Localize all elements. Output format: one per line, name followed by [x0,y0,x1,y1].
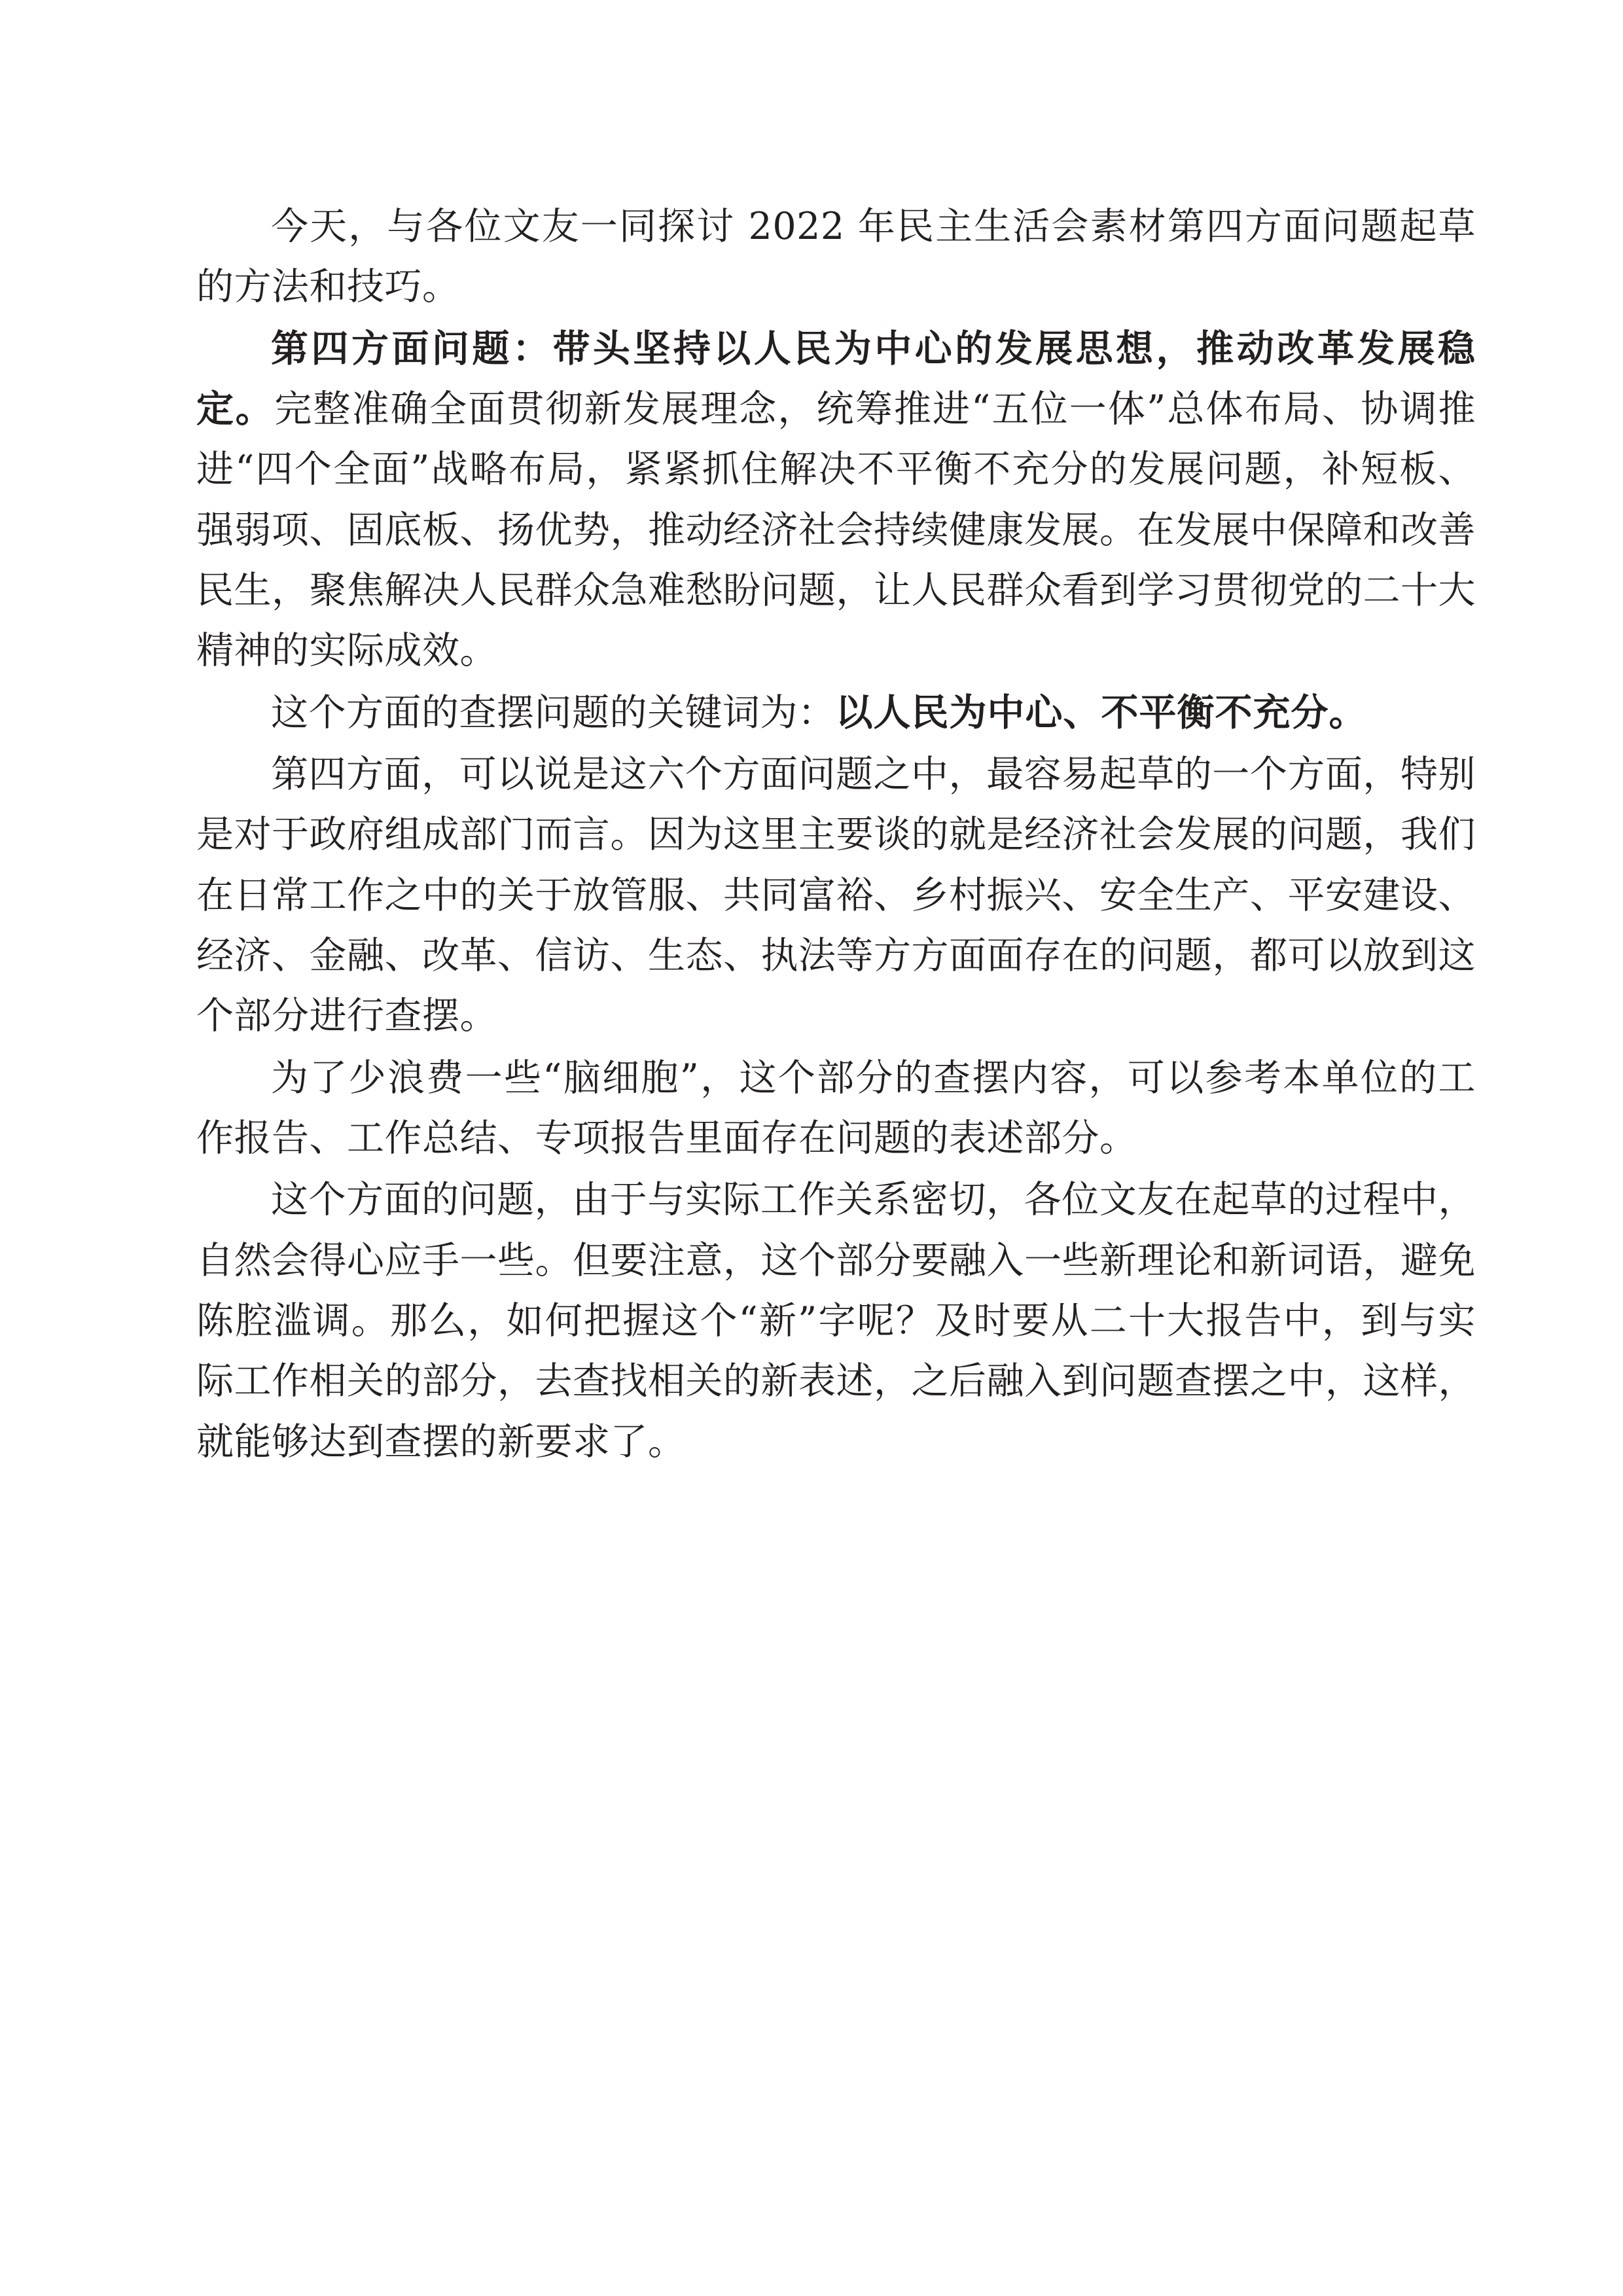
body-text: 这个方面的查摆问题的关键词为： [271,691,836,734]
emphasis-text: 第四方面问题：带头坚持以人民为中心的发展思想，推动改革发展稳定。 [196,326,1476,431]
paragraph [196,744,1476,1047]
body-text: 为了少浪费一些“脑细胞”，这个部分的查摆内容，可以参考本单位的工作报告、工作总结、专项报告里面存在问题的表述部分。 [196,1056,1476,1160]
emphasis-text: 以人民为中心、不平衡不充分。 [835,690,1367,734]
body-text: 这个方面的问题，由于与实际工作关系密切，各位文友在起草的过程中， 自然会得心应手一些。但要注意，这个部分要融入一些新理论和新词语，避免陈腔滥调。那么，如何把握这个“新”字呢？及时要从二十大报告中，到与实际工作相关的部分，去查找相关的新表述，之后融入到问题查摆之中，这样，就能够达到查摆的新要求了。 [196,1178,1476,1463]
paragraph [196,1048,1476,1169]
body-text: 完整准确全面贯彻新发展理念，统筹推进“五位一体”总体布局、协调推进“四个全面”战略布局，紧紧抓住解决不平衡不充分的发展问题，补短板、强弱项、固底板、扬优势，推动经济社会持续健康发展。在发展中保障和改善民生，聚焦解决人民群众急难愁盼问题，让人民群众看到学习贯彻党的二十大精神的实际成效。 [196,387,1476,673]
paragraph [196,1170,1476,1472]
paragraph [196,319,1476,681]
body-text: 第四方面，可以说是这六个方面问题之中，最容易起草的一个方面，特别是对于政府组成部门而言。因为这里主要谈的就是经济社会发展的问题，我们在日常工作之中的关于放管服、共同富裕、乡村振兴、安全生产、平安建设、经济、金融、改革、信访、生态、执法等方方面面存在的问题，都可以放到这个部分进行查摆。 [196,752,1476,1038]
paragraph [196,196,1476,317]
body-text: 今天，与各位文友一同探讨 2022 年民主生活会素材第四方面问题起草的方法和技巧。 [196,205,1476,309]
document-body [196,196,1476,1472]
paragraph [196,683,1476,743]
